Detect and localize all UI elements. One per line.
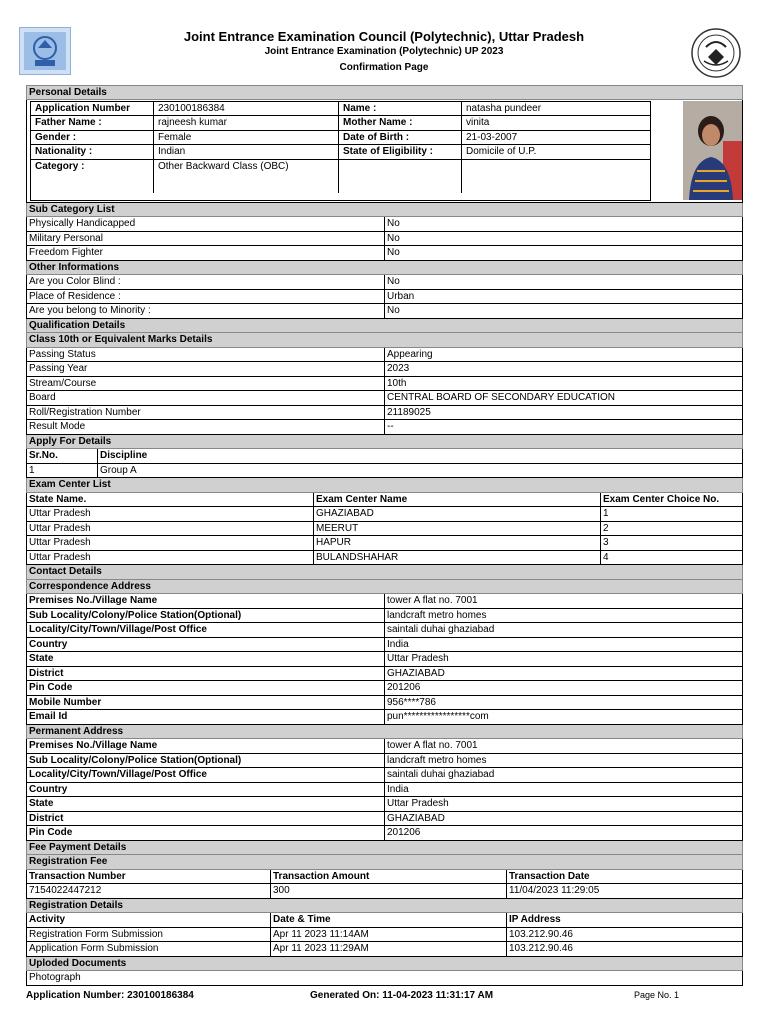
table-header-row: Transaction Number Transaction Amount Transaction Date <box>26 870 743 885</box>
table-header-row: Activity Date & Time IP Address <box>26 913 743 928</box>
applicant-photo <box>683 101 742 200</box>
table-row: Sub Locality/Colony/Police Station(Optional) landcraft metro homes <box>26 609 743 624</box>
table-row: Pin Code 201206 <box>26 681 743 696</box>
table-row: Gender : Female Date of Birth : 21-03-2007 <box>31 131 650 146</box>
subsection-registration-fee: Registration Fee <box>26 855 743 870</box>
table-row: Category : Other Backward Class (OBC) <box>31 160 650 193</box>
section-contact-details: Contact Details <box>26 565 743 580</box>
table-row: Uttar Pradesh MEERUT 2 <box>26 522 743 537</box>
section-registration-details: Registration Details <box>26 899 743 914</box>
personal-details-grid <box>30 101 651 201</box>
table-row: Registration Form Submission Apr 11 2023 11:14AM 103.212.90.46 <box>26 928 743 943</box>
table-row: Uttar Pradesh HAPUR 3 <box>26 536 743 551</box>
section-qualification-details: Qualification Details <box>26 319 743 334</box>
table-row: 1 Group A <box>26 464 743 479</box>
table-row: Locality/City/Town/Village/Post Office saintali duhai ghaziabad <box>26 623 743 638</box>
table-row: Application Form Submission Apr 11 2023 11:29AM 103.212.90.46 <box>26 942 743 957</box>
table-row: Board CENTRAL BOARD OF SECONDARY EDUCATION <box>26 391 743 406</box>
section-other-informations: Other Informations <box>26 261 743 276</box>
exam-subtitle: Joint Entrance Examination (Polytechnic) UP 2023 <box>264 46 504 57</box>
page-footer <box>0 990 768 1004</box>
up-government-seal-icon <box>690 27 742 79</box>
section-fee-payment-details: Fee Payment Details <box>26 841 743 856</box>
table-row: Freedom Fighter No <box>26 246 743 261</box>
table-row: Are you Color Blind : No <box>26 275 743 290</box>
footer-page-number: Page No. 1 <box>634 990 680 1000</box>
subsection-permanent-address: Permanent Address <box>26 725 743 740</box>
table-row: Physically Handicapped No <box>26 217 743 232</box>
table-row: Are you belong to Minority : No <box>26 304 743 319</box>
table-row: Premises No./Village Name tower A flat no. 7001 <box>26 739 743 754</box>
section-apply-for-details: Apply For Details <box>26 435 743 450</box>
table-row: State Uttar Pradesh <box>26 797 743 812</box>
page-header <box>0 0 768 84</box>
table-row: Email Id pun*****************com <box>26 710 743 725</box>
table-row: District GHAZIABAD <box>26 667 743 682</box>
table-row: Country India <box>26 638 743 653</box>
confirmation-form <box>26 85 743 986</box>
table-row: Nationality : Indian State of Eligibility : Domicile of U.P. <box>31 145 650 160</box>
page-title: Joint Entrance Examination Council (Polytechnic), Uttar Pradesh <box>183 29 585 44</box>
table-row: Passing Status Appearing <box>26 348 743 363</box>
personal-details-block <box>26 100 743 203</box>
section-sub-category: Sub Category List <box>26 203 743 218</box>
table-row: Photograph <box>26 971 743 986</box>
table-row: Military Personal No <box>26 232 743 247</box>
subsection-correspondence-address: Correspondence Address <box>26 580 743 595</box>
table-row: District GHAZIABAD <box>26 812 743 827</box>
table-row: Premises No./Village Name tower A flat no. 7001 <box>26 594 743 609</box>
footer-generated-on: Generated On: 11-04-2023 11:31:17 AM <box>310 990 494 1001</box>
table-row: State Uttar Pradesh <box>26 652 743 667</box>
table-header-row: Sr.No. Discipline <box>26 449 743 464</box>
table-header-row: State Name. Exam Center Name Exam Center Choice No. <box>26 493 743 508</box>
table-row: Stream/Course 10th <box>26 377 743 392</box>
table-row: Roll/Registration Number 21189025 <box>26 406 743 421</box>
footer-application-number: Application Number: 230100186384 <box>26 990 194 1001</box>
table-row: Pin Code 201206 <box>26 826 743 841</box>
table-row: Passing Year 2023 <box>26 362 743 377</box>
table-row: Mobile Number 956****786 <box>26 696 743 711</box>
table-row: Application Number 230100186384 Name : natasha pundeer <box>31 102 650 117</box>
table-row: Result Mode -- <box>26 420 743 435</box>
table-row: Place of Residence : Urban <box>26 290 743 305</box>
table-row: Uttar Pradesh BULANDSHAHAR 4 <box>26 551 743 566</box>
section-personal-details: Personal Details <box>26 85 743 100</box>
table-row: Uttar Pradesh GHAZIABAD 1 <box>26 507 743 522</box>
page-name: Confirmation Page <box>339 62 429 73</box>
table-row: Locality/City/Town/Village/Post Office saintali duhai ghaziabad <box>26 768 743 783</box>
section-uploaded-documents: Uploded Documents <box>26 957 743 972</box>
table-row: 7154022447212 300 11/04/2023 11:29:05 <box>26 884 743 899</box>
table-row: Sub Locality/Colony/Police Station(Optional) landcraft metro homes <box>26 754 743 769</box>
table-row: Father Name : rajneesh kumar Mother Name : vinita <box>31 116 650 131</box>
subsection-class-10th: Class 10th or Equivalent Marks Details <box>26 333 743 348</box>
section-exam-center-list: Exam Center List <box>26 478 743 493</box>
table-row: Country India <box>26 783 743 798</box>
